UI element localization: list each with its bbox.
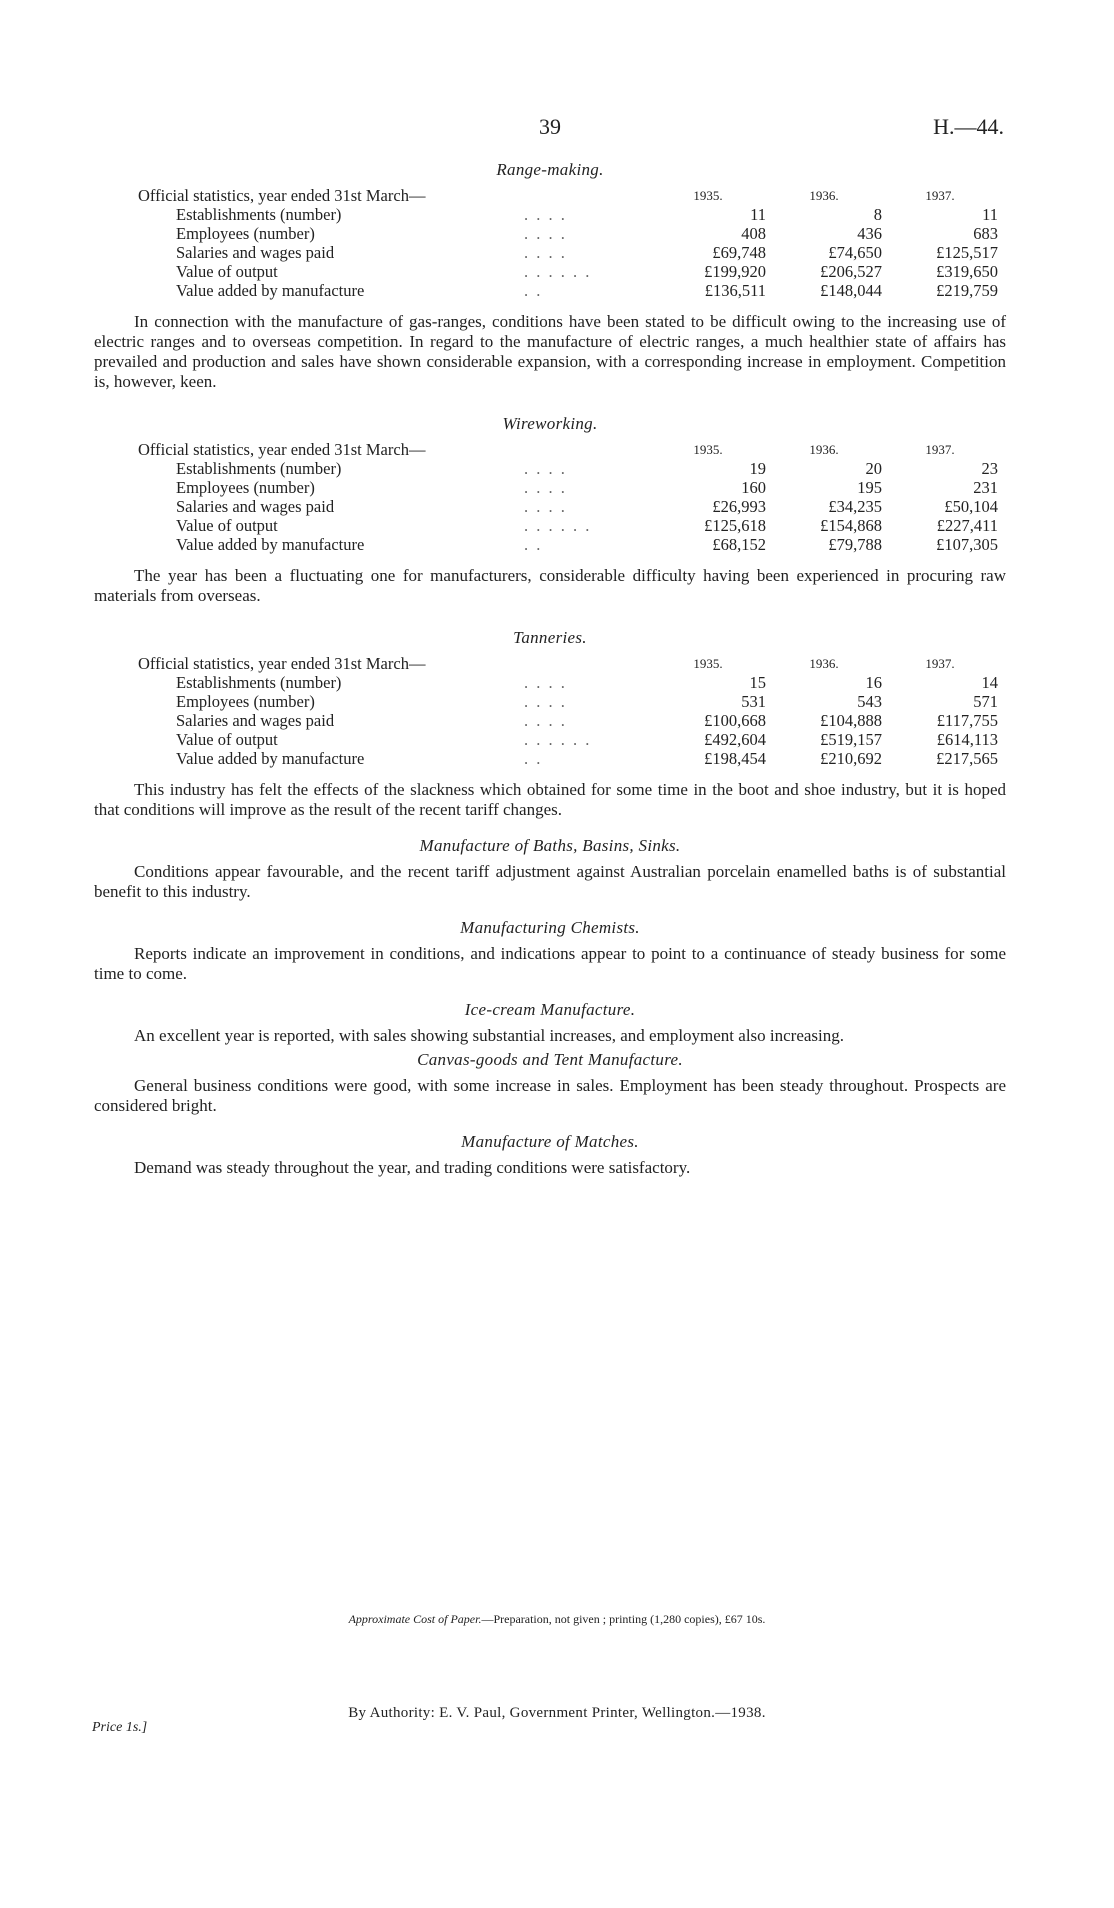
table-cell: £210,692 [820, 749, 882, 768]
table-row [138, 459, 998, 478]
table-intro: Official statistics, year ended 31st March— [138, 440, 426, 459]
table-cell: 14 [981, 673, 998, 692]
table-cell: 531 [741, 692, 766, 711]
row-label: Establishments (number) [176, 205, 342, 224]
section-canvas-goods [94, 1050, 1006, 1116]
row-label: Establishments (number) [176, 673, 342, 692]
table-cell: £614,113 [936, 730, 998, 749]
year-header: 1936. [809, 656, 839, 671]
table-cell: £26,993 [712, 497, 766, 516]
table-cell: £227,411 [936, 516, 998, 535]
table-cell: 11 [750, 205, 766, 224]
paragraph: In connection with the manufacture of gas-ranges, conditions have been stated to be difficult owing to the increasing use of electric ranges and to overseas competition. In regard to the manufacture of electric ranges, a much healthier state of affairs has prevailed and production and sales have shown considerable expansion, with a corresponding increase in employment. Competition is, however, keen. [94, 312, 1006, 391]
year-header: 1936. [809, 442, 839, 457]
leader-dots: . . . . [524, 243, 567, 262]
row-label: Value of output [176, 516, 278, 535]
paragraph: Reports indicate an improvement in conditions, and indications appear to point to a continuance of steady business for some time to come. [94, 944, 1006, 983]
section-tanneries [94, 628, 1006, 820]
section-title: Manufacture of Baths, Basins, Sinks. [419, 836, 681, 855]
year-header: 1935. [693, 188, 723, 203]
row-label: Salaries and wages paid [176, 497, 335, 516]
table-cell: 571 [973, 692, 998, 711]
section-range-making [94, 160, 1006, 392]
page-content [94, 160, 1006, 1178]
table-cell: £50,104 [944, 497, 998, 516]
section-title: Wireworking. [502, 414, 598, 433]
row-label: Salaries and wages paid [176, 243, 335, 262]
section-matches [94, 1132, 1006, 1178]
table-cell: 543 [857, 692, 882, 711]
price-note: Price 1s.] [92, 1720, 148, 1735]
section-title: Manufacture of Matches. [461, 1132, 639, 1151]
table-cell: £107,305 [936, 535, 998, 554]
table-cell: 20 [865, 459, 882, 478]
section-title: Ice-cream Manufacture. [464, 1000, 636, 1019]
leader-dots: . . . . [524, 205, 567, 224]
paragraph: This industry has felt the effects of the slackness which obtained for some time in the boot and shoe industry, but it is hoped that conditions will improve as the result of the recent tariff changes. [94, 780, 1006, 819]
leader-dots: . . . . [524, 711, 567, 730]
row-label: Value added by manufacture [176, 535, 365, 554]
year-header: 1937. [925, 188, 955, 203]
table-cell: 23 [981, 459, 998, 478]
table-cell: £74,650 [828, 243, 882, 262]
paragraph: An excellent year is reported, with sales showing substantial increases, and employment also increasing. [134, 1026, 845, 1045]
table-header-row [138, 186, 998, 205]
table-cell: 15 [749, 673, 766, 692]
table-cell: 408 [741, 224, 766, 243]
table-cell: £125,618 [704, 516, 766, 535]
statistics-table [138, 654, 998, 768]
row-label: Value added by manufacture [176, 749, 365, 768]
table-cell: £117,755 [936, 711, 998, 730]
cost-footnote [0, 1612, 1114, 1627]
table-row [138, 262, 998, 281]
paragraph: The year has been a fluctuating one for manufacturers, considerable difficulty having been experienced in procuring raw materials from overseas. [94, 566, 1006, 605]
table-row [138, 711, 998, 730]
table-cell: £206,527 [820, 262, 882, 281]
year-header: 1937. [925, 656, 955, 671]
table-header-row [138, 440, 998, 459]
year-header: 1937. [925, 442, 955, 457]
section-title: Tanneries. [513, 628, 587, 647]
table-row [138, 224, 998, 243]
table-cell: £125,517 [936, 243, 998, 262]
table-header-row [138, 654, 998, 673]
leader-dots: . . [524, 749, 543, 768]
row-label: Value of output [176, 262, 278, 281]
paragraph: General business conditions were good, with some increase in sales. Employment has been steady throughout. Prospects are considered bright. [94, 1076, 1006, 1115]
statistics-table [138, 440, 998, 554]
section-ice-cream [94, 1000, 1006, 1046]
table-row [138, 516, 998, 535]
cost-text: —Preparation, not given ; printing (1,280 copies), £67 10s. [481, 1612, 766, 1626]
section-title: Range-making. [496, 160, 604, 179]
leader-dots: . . . . [524, 224, 567, 243]
leader-dots: . . . . [524, 497, 567, 516]
leader-dots: . . [524, 281, 543, 300]
leader-dots: . . . . [524, 478, 567, 497]
table-cell: £136,511 [704, 281, 766, 300]
table-cell: £34,235 [828, 497, 882, 516]
table-row [138, 243, 998, 262]
table-cell: £100,668 [704, 711, 766, 730]
page-reference: H.—44. [933, 114, 1004, 139]
year-header: 1935. [693, 656, 723, 671]
table-cell: £154,868 [820, 516, 882, 535]
table-cell: £217,565 [936, 749, 998, 768]
table-cell: 11 [982, 205, 998, 224]
leader-dots: . . [524, 535, 543, 554]
year-header: 1935. [693, 442, 723, 457]
statistics-table [138, 186, 998, 300]
row-label: Employees (number) [176, 692, 315, 711]
row-label: Value added by manufacture [176, 281, 365, 300]
table-cell: £319,650 [936, 262, 998, 281]
table-cell: 231 [973, 478, 998, 497]
table-cell: 19 [749, 459, 766, 478]
page-number: 39 [539, 114, 561, 139]
table-cell: £199,920 [704, 262, 766, 281]
row-label: Value of output [176, 730, 278, 749]
table-cell: £519,157 [820, 730, 882, 749]
table-cell: £492,604 [704, 730, 766, 749]
table-row [138, 205, 998, 224]
table-row [138, 673, 998, 692]
printer-imprint: By Authority: E. V. Paul, Government Printer, Wellington.—1938. [348, 1705, 766, 1721]
table-cell: 683 [973, 224, 998, 243]
table-row [138, 692, 998, 711]
table-cell: 195 [857, 478, 882, 497]
paragraph: Conditions appear favourable, and the recent tariff adjustment against Australian porcelain enamelled baths is of substantial benefit to this industry. [94, 862, 1006, 901]
table-cell: 160 [741, 478, 766, 497]
table-intro: Official statistics, year ended 31st March— [138, 186, 426, 205]
section-title: Canvas-goods and Tent Manufacture. [417, 1050, 683, 1069]
table-cell: £68,152 [712, 535, 766, 554]
table-cell: £69,748 [712, 243, 766, 262]
row-label: Employees (number) [176, 224, 315, 243]
table-row [138, 730, 998, 749]
table-row [138, 535, 998, 554]
table-row [138, 497, 998, 516]
table-row [138, 749, 998, 768]
leader-dots: . . . . . . [524, 516, 592, 535]
section-wireworking [94, 414, 1006, 606]
paragraph: Demand was steady throughout the year, and trading conditions were satisfactory. [134, 1158, 691, 1177]
leader-dots: . . . . [524, 692, 567, 711]
cost-label: Approximate Cost of Paper. [348, 1612, 482, 1626]
section-baths-basins-sinks [94, 836, 1006, 902]
table-cell: 16 [865, 673, 882, 692]
section-title: Manufacturing Chemists. [460, 918, 640, 937]
row-label: Employees (number) [176, 478, 315, 497]
table-intro: Official statistics, year ended 31st March— [138, 654, 426, 673]
table-cell: 436 [857, 224, 882, 243]
year-header: 1936. [809, 188, 839, 203]
table-cell: 8 [873, 205, 882, 224]
leader-dots: . . . . [524, 459, 567, 478]
table-row [138, 478, 998, 497]
table-cell: £148,044 [820, 281, 882, 300]
leader-dots: . . . . [524, 673, 567, 692]
leader-dots: . . . . . . [524, 730, 592, 749]
table-cell: £79,788 [828, 535, 882, 554]
section-manufacturing-chemists [94, 918, 1006, 984]
table-row [138, 281, 998, 300]
leader-dots: . . . . . . [524, 262, 592, 281]
row-label: Salaries and wages paid [176, 711, 335, 730]
row-label: Establishments (number) [176, 459, 342, 478]
table-cell: £198,454 [704, 749, 766, 768]
table-cell: £219,759 [936, 281, 998, 300]
table-cell: £104,888 [820, 711, 882, 730]
